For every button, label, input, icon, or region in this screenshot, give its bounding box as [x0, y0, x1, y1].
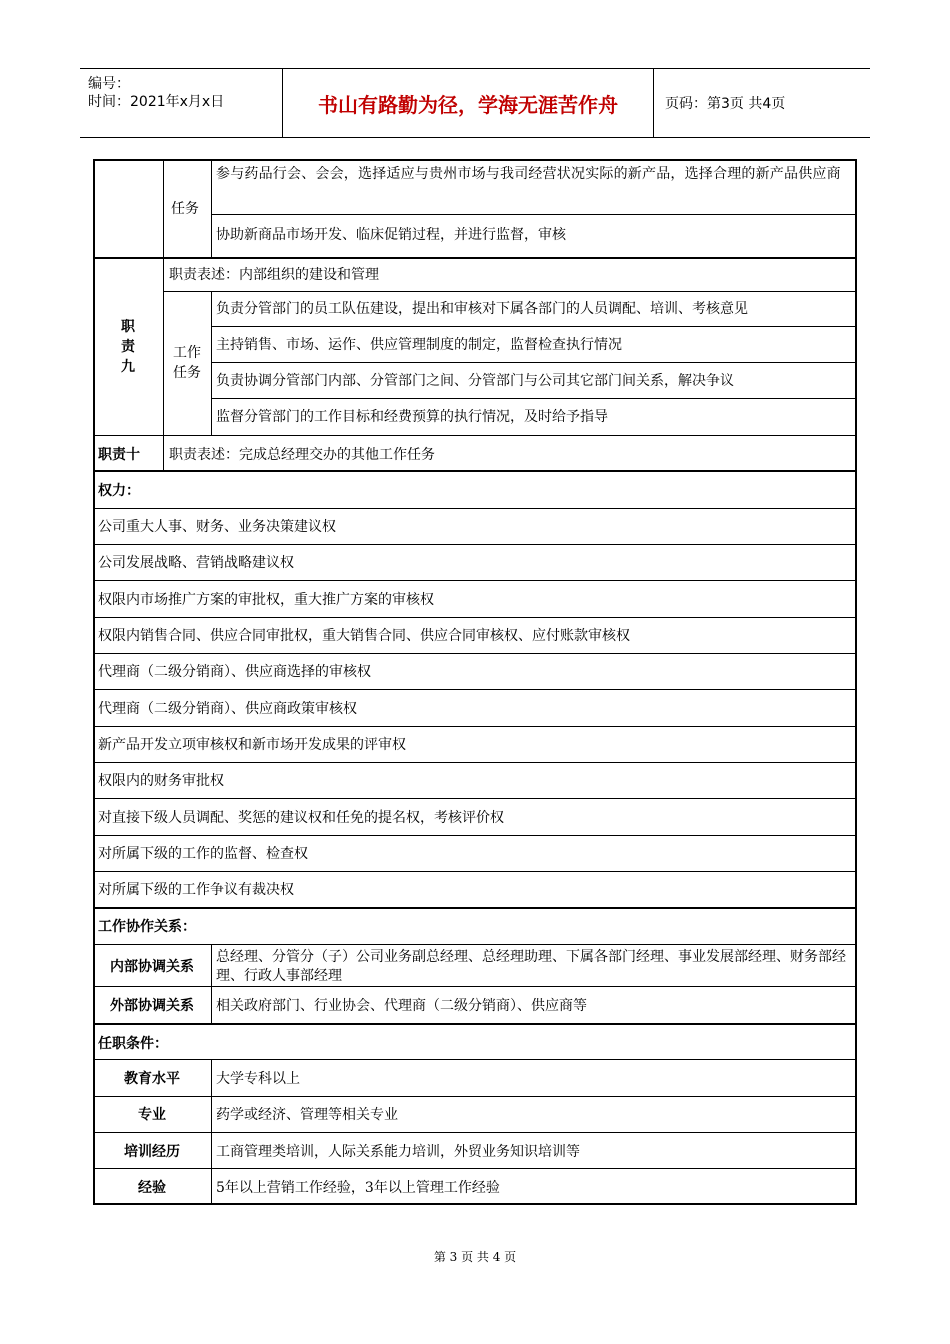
duty8-task-1: 参与药品行会、会会，选择适应与贵州市场与我司经营状况实际的新产品，选择合理的新产品供应商	[216, 166, 841, 182]
duty10-description: 职责表述：完成总经理交办的其他工作任务	[169, 447, 435, 463]
authority-item-11: 对所属下级的工作争议有裁决权	[98, 882, 294, 898]
qualification-value-education: 大学专科以上	[216, 1071, 300, 1087]
header-meta	[80, 69, 283, 137]
page-footer: 第 3 页 共 4 页	[433, 1250, 517, 1264]
job-description-table	[93, 159, 857, 1205]
duty8-task-2: 协助新商品市场开发、临床促销过程，并进行监督，审核	[216, 227, 566, 243]
qualification-value-training: 工商管理类培训，人际关系能力培训，外贸业务知识培训等	[216, 1144, 580, 1160]
authority-item-6: 代理商（二级分销商）、供应商政策审核权	[98, 701, 357, 717]
relations-internal-label: 内部协调关系	[110, 959, 194, 975]
duty9-task-label-1: 工作	[173, 345, 201, 361]
duty9-task-3: 负责协调分管部门内部、分管部门之间、分管部门与公司其它部门间关系，解决争议	[216, 373, 734, 389]
document-number-label: 编号：	[88, 76, 130, 92]
duty9-task-label-2: 任务	[173, 365, 201, 381]
qualification-label-education: 教育水平	[124, 1071, 180, 1087]
qualification-label-training: 培训经历	[124, 1144, 180, 1160]
header-page-indicator: 页码：第3页 共4页	[665, 96, 786, 112]
qualifications-title: 任职条件：	[98, 1036, 168, 1052]
relations-internal-value: 总经理、分管分（子）公司业务副总经理、总经理助理、下属各部门经理、事业发展部经理、财务部经理、行政人事部经理	[216, 949, 846, 984]
duty10-label: 职责十	[98, 447, 140, 463]
qualification-label-experience: 经验	[138, 1180, 166, 1196]
relations-external-label: 外部协调关系	[110, 998, 194, 1014]
authority-item-2: 公司发展战略、营销战略建议权	[98, 555, 294, 571]
qualification-value-major: 药学或经济、管理等相关专业	[216, 1107, 398, 1123]
document-time-label: 时间：2021年x月x日	[88, 94, 225, 110]
authority-item-9: 对直接下级人员调配、奖惩的建议权和任免的提名权，考核评价权	[98, 810, 504, 826]
authority-item-3: 权限内市场推广方案的审批权，重大推广方案的审核权	[98, 592, 434, 608]
authority-item-8: 权限内的财务审批权	[98, 773, 224, 789]
qualification-label-major: 专业	[138, 1107, 166, 1123]
page-header	[80, 68, 870, 138]
duty8-task-label: 任务	[171, 201, 199, 217]
duty9-task-4: 监督分管部门的工作目标和经费预算的执行情况，及时给予指导	[216, 409, 608, 425]
relations-title: 工作协作关系：	[98, 919, 196, 935]
duty9-label-1: 职	[121, 319, 135, 335]
relations-external-value: 相关政府部门、行业协会、代理商（二级分销商）、供应商等	[216, 998, 587, 1014]
duty9-task-1: 负责分管部门的员工队伍建设，提出和审核对下属各部门的人员调配、培训、考核意见	[216, 301, 748, 317]
header-motto: 书山有路勤为径，学海无涯苦作舟	[283, 69, 654, 137]
qualification-value-experience: 5年以上营销工作经验，3年以上管理工作经验	[216, 1180, 500, 1196]
duty9-label-2: 责	[121, 339, 135, 355]
duty9-label-3: 九	[121, 359, 135, 375]
authority-title: 权力：	[98, 483, 140, 499]
authority-item-5: 代理商（二级分销商）、供应商选择的审核权	[98, 664, 371, 680]
authority-item-1: 公司重大人事、财务、业务决策建议权	[98, 519, 336, 535]
authority-item-4: 权限内销售合同、供应合同审批权，重大销售合同、供应合同审核权、应付账款审核权	[98, 628, 630, 644]
duty9-task-2: 主持销售、市场、运作、供应管理制度的制定，监督检查执行情况	[216, 337, 622, 353]
duty9-description: 职责表述：内部组织的建设和管理	[169, 267, 379, 283]
authority-item-10: 对所属下级的工作的监督、检查权	[98, 846, 308, 862]
authority-item-7: 新产品开发立项审核权和新市场开发成果的评审权	[98, 737, 406, 753]
